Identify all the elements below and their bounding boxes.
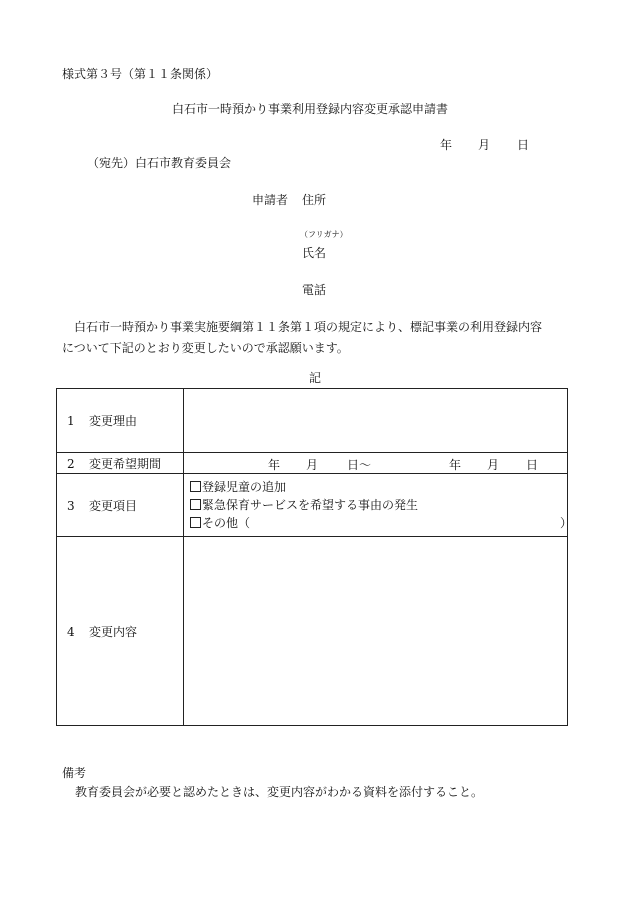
period-field[interactable]	[184, 453, 568, 474]
form-number: 様式第３号（第１１条関係）	[62, 67, 219, 81]
phone-label: 電話	[302, 283, 327, 297]
checkbox[interactable]	[190, 499, 201, 510]
row-2-label-cell	[57, 453, 184, 474]
row-number: 2	[67, 456, 75, 471]
start-day: 日～	[347, 458, 372, 472]
change-reason-field[interactable]	[184, 389, 568, 453]
notes-heading: 備考	[62, 766, 87, 780]
date-month: 月	[478, 138, 491, 152]
notes-text: 教育委員会が必要と認めたときは、変更内容がわかる資料を添付すること。	[75, 785, 484, 799]
option-add-child[interactable]: 登録児童の追加	[190, 478, 567, 496]
change-details-field[interactable]	[184, 537, 568, 726]
addressee: （宛先）白石市教育委員会	[87, 156, 232, 170]
body-line-1: 白石市一時預かり事業実施要綱第１１条第１項の規定により、標記事業の利用登録内容	[74, 320, 543, 334]
body-paragraph	[62, 317, 582, 359]
row-3-label-cell	[57, 474, 184, 537]
row-number: 4	[67, 624, 75, 639]
end-year: 年	[449, 458, 462, 472]
name-label: 氏名	[302, 246, 327, 260]
checkbox[interactable]	[190, 481, 201, 492]
row-label: 変更理由	[89, 414, 138, 428]
start-year: 年	[268, 458, 281, 472]
row-label: 変更項目	[89, 498, 138, 513]
date-day: 日	[517, 138, 530, 152]
change-items-cell	[184, 474, 573, 537]
table-row	[57, 389, 568, 453]
table-row	[57, 537, 568, 726]
other-close-paren: ）	[560, 516, 573, 530]
row-1-label-cell	[57, 389, 184, 453]
option-emergency-care[interactable]: 緊急保育サービスを希望する事由の発生	[190, 496, 567, 514]
row-number: 3	[67, 498, 75, 513]
checkbox[interactable]	[190, 517, 201, 528]
body-line-2: について下記のとおり変更したいので承認願います。	[62, 341, 349, 355]
applicant-label: 申請者	[252, 193, 289, 207]
address-label: 住所	[302, 193, 327, 207]
table-row	[57, 474, 568, 537]
row-label: 変更希望期間	[89, 456, 162, 471]
furigana-label: （フリガナ）	[300, 230, 348, 239]
option-other[interactable]: その他（ ）	[190, 514, 567, 532]
table-row	[57, 453, 568, 474]
end-day: 日	[526, 458, 539, 472]
page-title: 白石市一時預かり事業利用登録内容変更承認申請書	[172, 102, 449, 116]
ki-heading: 記	[309, 371, 322, 385]
date-year: 年	[440, 138, 453, 152]
start-month: 月	[306, 458, 319, 472]
end-month: 月	[487, 458, 500, 472]
change-table	[56, 388, 573, 726]
row-4-label-cell	[57, 537, 184, 726]
row-label: 変更内容	[89, 624, 138, 639]
row-number: 1	[67, 414, 75, 428]
